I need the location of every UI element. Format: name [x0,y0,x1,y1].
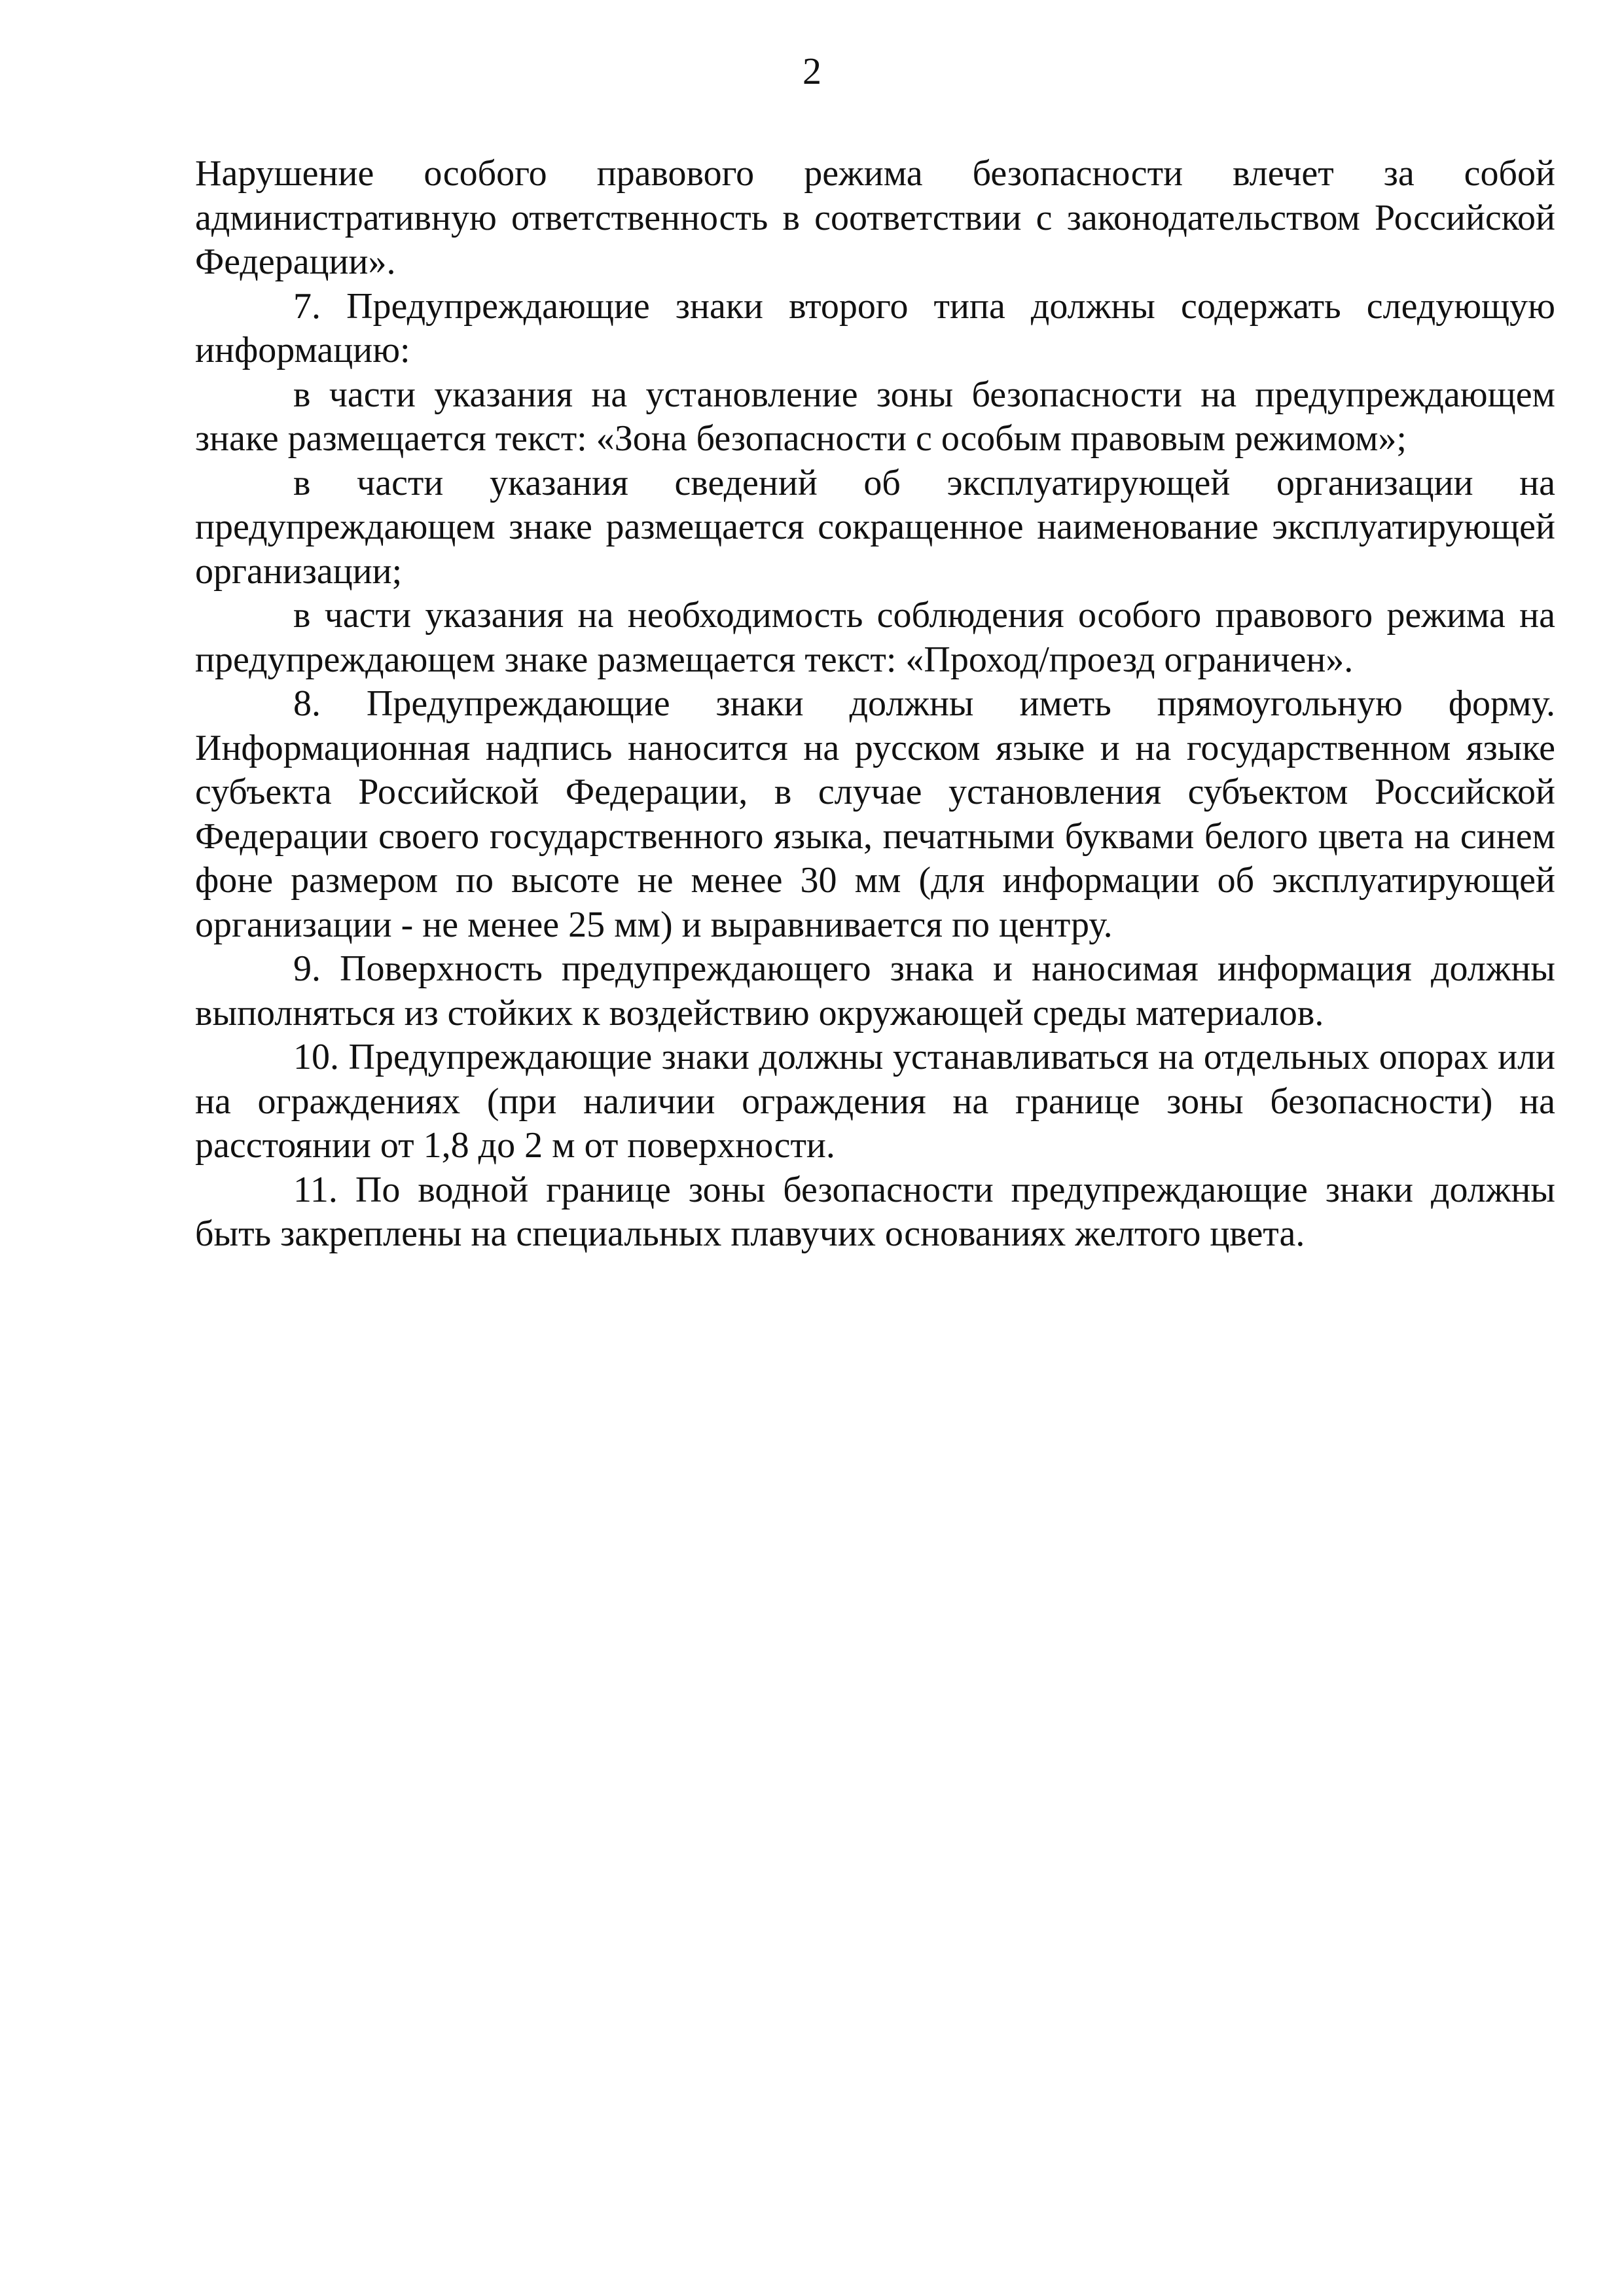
paragraph-regime-text: в части указания на необходимость соблюдения особого правового режима на предупреждающем знаке размещается текст: «Проход/проезд ограничен». [195,595,1555,680]
paragraph-item-8: 8. Предупреждающие знаки должны иметь прямоугольную форму. Информационная надпись наносится на русском языке и на государственном языке субъекта Российской Федерации, в случае установления субъектом Российской Федерации своего государственного языка, печатными буквами белого цвета на синем фоне размером по высоте не менее 30 мм (для информации об эксплуатирующей организации - не менее 25 мм) и выравнивается по центру. [195,683,1555,945]
paragraph-item-10: 10. Предупреждающие знаки должны устанавливаться на отдельных опорах или на ограждениях (при наличии ограждения на границе зоны безопасности) на расстоянии от 1,8 до 2 м от поверхности. [195,1037,1555,1166]
paragraph-continuation: Нарушение особого правового режима безопасности влечет за собой административную ответственность в соответствии с законодательством Российской Федерации». [195,153,1555,282]
document-body [195,152,1555,1257]
paragraph-zone-text: в части указания на установление зоны безопасности на предупреждающем знаке размещается текст: «Зона безопасности с особым правовым режимом»; [195,374,1555,459]
paragraph-item-9: 9. Поверхность предупреждающего знака и наносимая информация должны выполняться из стойких к воздействию окружающей среды материалов. [195,948,1555,1033]
paragraph-operator-info: в части указания сведений об эксплуатирующей организации на предупреждающем знаке размещается сокращенное наименование эксплуатирующей организации; [195,462,1555,592]
page-number: 2 [803,50,821,92]
paragraph-item-7: 7. Предупреждающие знаки второго типа должны содержать следующую информацию: [195,285,1555,370]
paragraph-item-11: 11. По водной границе зоны безопасности предупреждающие знаки должны быть закреплены на специальных плавучих основаниях желтого цвета. [195,1169,1555,1254]
